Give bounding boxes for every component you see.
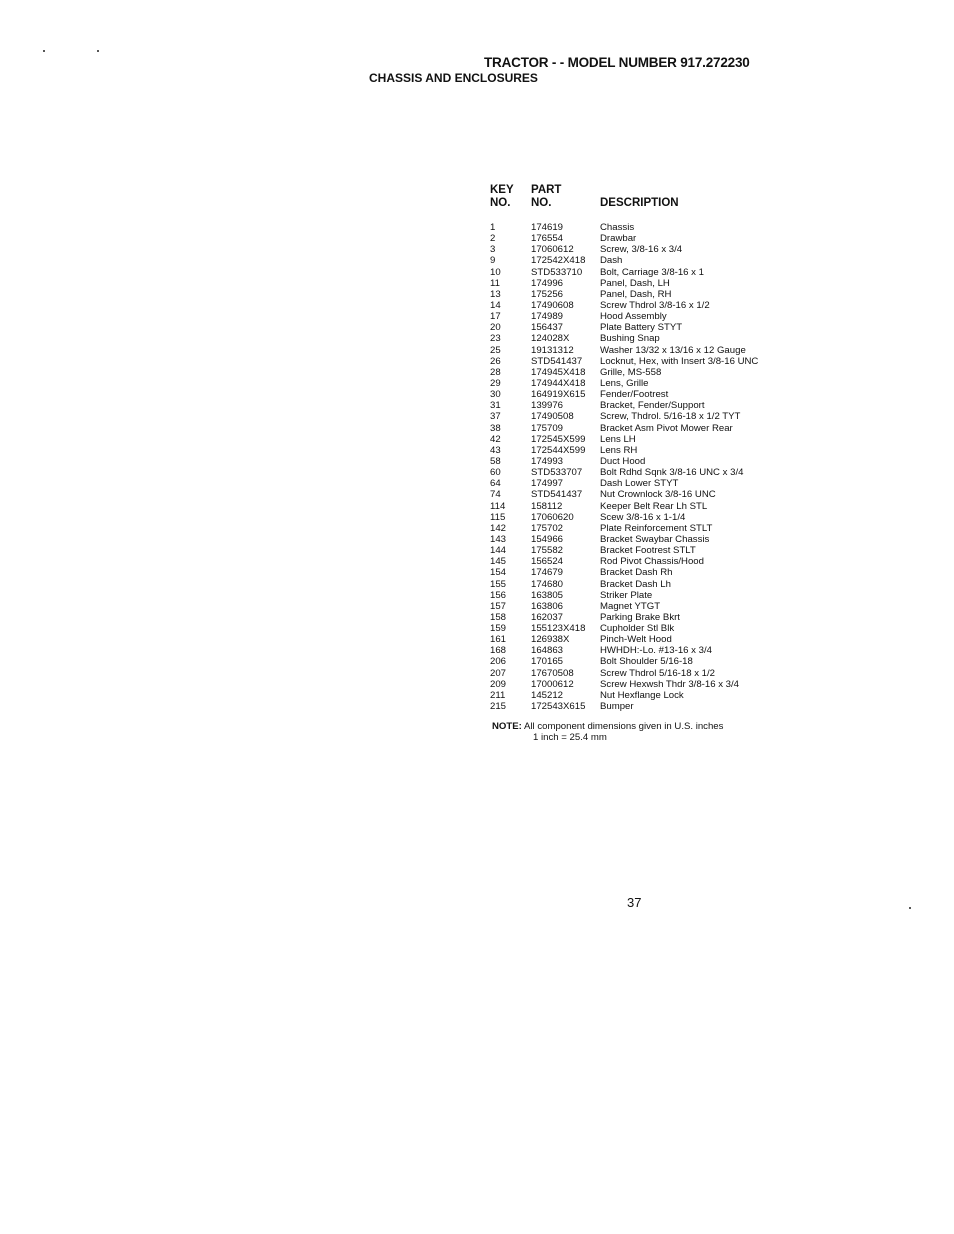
table-row <box>0 656 954 667</box>
section-title: CHASSIS AND ENCLOSURES <box>369 71 538 85</box>
table-row <box>0 679 954 690</box>
description-cell: Dash <box>600 255 623 267</box>
description-cell: Magnet YTGT <box>600 600 661 612</box>
key-no-cell: 30 <box>490 389 501 401</box>
description-cell: Dash Lower STYT <box>600 478 679 490</box>
description-cell: Bracket Swaybar Chassis <box>600 533 710 545</box>
description-cell: HWHDH:-Lo. #13-16 x 3/4 <box>600 645 712 657</box>
column-header-part-line1: PART <box>531 184 562 196</box>
table-row <box>0 478 954 489</box>
part-no-cell: 175582 <box>531 545 564 557</box>
table-row <box>0 601 954 612</box>
description-cell: Nut Hexflange Lock <box>600 689 684 701</box>
page-title: TRACTOR - - MODEL NUMBER 917.272230 <box>484 55 750 70</box>
table-row <box>0 545 954 556</box>
key-no-cell: 9 <box>490 255 496 267</box>
part-no-cell: 145212 <box>531 689 564 701</box>
part-no-cell: 174679 <box>531 567 564 579</box>
key-no-cell: 156 <box>490 589 507 601</box>
part-no-cell: 174989 <box>531 311 564 323</box>
description-cell: Keeper Belt Rear Lh STL <box>600 500 708 512</box>
scan-speck <box>97 50 99 52</box>
table-row <box>0 456 954 467</box>
key-no-cell: 215 <box>490 701 507 713</box>
key-no-cell: 159 <box>490 623 507 635</box>
column-header-key <box>490 184 514 210</box>
description-cell: Panel, Dash, RH <box>600 288 672 300</box>
part-no-cell: 139976 <box>531 400 564 412</box>
description-cell: Bolt Rdhd Sqnk 3/8-16 UNC x 3/4 <box>600 467 744 479</box>
table-row <box>0 556 954 567</box>
key-no-cell: 11 <box>490 277 500 289</box>
column-header-description: DESCRIPTION <box>600 197 679 209</box>
part-no-cell: 17060620 <box>531 511 574 523</box>
table-row <box>0 690 954 701</box>
description-cell: Bracket Asm Pivot Mower Rear <box>600 422 733 434</box>
part-no-cell: 126938X <box>531 634 570 646</box>
key-no-cell: 143 <box>490 533 507 545</box>
column-header-part-line2: NO. <box>531 197 552 209</box>
description-cell: Rod Pivot Chassis/Hood <box>600 556 704 568</box>
key-no-cell: 26 <box>490 355 501 367</box>
description-cell: Bracket, Fender/Support <box>600 400 705 412</box>
key-no-cell: 20 <box>490 322 501 334</box>
description-cell: Bracket Dash Rh <box>600 567 673 579</box>
part-no-cell: STD533707 <box>531 467 583 479</box>
part-no-cell: 176554 <box>531 233 564 245</box>
key-no-cell: 25 <box>490 344 501 356</box>
description-cell: Plate Reinforcement STLT <box>600 522 713 534</box>
part-no-cell: 156437 <box>531 322 564 334</box>
table-row <box>0 411 954 422</box>
table-row <box>0 322 954 333</box>
table-row <box>0 623 954 634</box>
table-row <box>0 356 954 367</box>
scan-speck <box>43 50 45 52</box>
description-cell: Bumper <box>600 701 634 713</box>
part-no-cell: 174944X418 <box>531 377 586 389</box>
key-no-cell: 209 <box>490 678 507 690</box>
key-no-cell: 23 <box>490 333 501 345</box>
key-no-cell: 155 <box>490 578 507 590</box>
note-conversion: 1 inch = 25.4 mm <box>533 732 607 743</box>
table-row <box>0 267 954 278</box>
key-no-cell: 38 <box>490 422 501 434</box>
description-cell: Cupholder Stl Blk <box>600 623 675 635</box>
description-cell: Screw Thdrol 5/16-18 x 1/2 <box>600 667 716 679</box>
description-cell: Nut Crownlock 3/8-16 UNC <box>600 489 716 501</box>
key-no-cell: 28 <box>490 366 501 378</box>
key-no-cell: 158 <box>490 611 507 623</box>
description-cell: Chassis <box>600 222 635 233</box>
key-no-cell: 64 <box>490 478 501 490</box>
table-row <box>0 567 954 578</box>
key-no-cell: 206 <box>490 656 507 668</box>
table-row <box>0 612 954 623</box>
key-no-cell: 114 <box>490 500 506 512</box>
part-no-cell: 175709 <box>531 422 564 434</box>
table-row <box>0 289 954 300</box>
part-no-cell: STD533710 <box>531 266 583 278</box>
table-row <box>0 400 954 411</box>
part-no-cell: 164863 <box>531 645 564 657</box>
table-row <box>0 534 954 545</box>
scan-speck <box>909 907 911 909</box>
page-number: 37 <box>627 895 642 910</box>
part-no-cell: 158112 <box>531 500 563 512</box>
parts-list <box>0 222 954 712</box>
column-header-key-line2: NO. <box>490 197 511 209</box>
key-no-cell: 42 <box>490 433 501 445</box>
part-no-cell: 17490608 <box>531 299 574 311</box>
table-row <box>0 634 954 645</box>
part-no-cell: 174997 <box>531 478 564 490</box>
description-cell: Screw, Thdrol. 5/16-18 x 1/2 TYT <box>600 411 741 423</box>
table-row <box>0 579 954 590</box>
key-no-cell: 144 <box>490 545 507 557</box>
description-cell: Panel, Dash, LH <box>600 277 670 289</box>
description-cell: Hood Assembly <box>600 311 667 323</box>
table-row <box>0 278 954 289</box>
part-no-cell: 17670508 <box>531 667 574 679</box>
description-cell: Bracket Dash Lh <box>600 578 671 590</box>
part-no-cell: STD541437 <box>531 489 583 501</box>
key-no-cell: 1 <box>490 222 496 233</box>
description-cell: Bracket Footrest STLT <box>600 545 696 557</box>
table-row <box>0 434 954 445</box>
key-no-cell: 145 <box>490 556 507 568</box>
table-row <box>0 501 954 512</box>
table-row <box>0 645 954 656</box>
description-cell: Plate Battery STYT <box>600 322 683 334</box>
part-no-cell: 162037 <box>531 611 564 623</box>
key-no-cell: 43 <box>490 444 501 456</box>
column-header-key-line1: KEY <box>490 184 514 196</box>
part-no-cell: 172545X599 <box>531 433 586 445</box>
part-no-cell: 174993 <box>531 455 564 467</box>
part-no-cell: 175256 <box>531 288 564 300</box>
key-no-cell: 207 <box>490 667 507 679</box>
key-no-cell: 10 <box>490 266 501 278</box>
part-no-cell: 154966 <box>531 533 564 545</box>
note-text: All component dimensions given in U.S. inches <box>524 721 724 732</box>
table-row <box>0 590 954 601</box>
description-cell: Screw Thdrol 3/8-16 x 1/2 <box>600 299 710 311</box>
description-cell: Grille, MS-558 <box>600 366 662 378</box>
part-no-cell: 172544X599 <box>531 444 586 456</box>
key-no-cell: 14 <box>490 299 501 311</box>
part-no-cell: 17490508 <box>531 411 574 423</box>
description-cell: Washer 13/32 x 13/16 x 12 Gauge <box>600 344 746 356</box>
table-row <box>0 244 954 255</box>
column-header-part <box>531 184 561 210</box>
description-cell: Screw, 3/8-16 x 3/4 <box>600 244 683 256</box>
table-row <box>0 233 954 244</box>
table-row <box>0 701 954 712</box>
note-label: NOTE: <box>492 721 522 732</box>
description-cell: Bushing Snap <box>600 333 660 345</box>
part-no-cell: 170165 <box>531 656 564 668</box>
table-row <box>0 489 954 500</box>
description-cell: Lens, Grille <box>600 377 649 389</box>
table-row <box>0 378 954 389</box>
table-row <box>0 311 954 322</box>
table-row <box>0 423 954 434</box>
description-cell: Pinch-Welt Hood <box>600 634 672 646</box>
description-cell: Drawbar <box>600 233 637 245</box>
part-no-cell: 163806 <box>531 600 564 612</box>
part-no-cell: 19131312 <box>531 344 574 356</box>
description-cell: Scew 3/8-16 x 1-1/4 <box>600 511 686 523</box>
key-no-cell: 168 <box>490 645 507 657</box>
key-no-cell: 115 <box>490 511 506 523</box>
table-row <box>0 255 954 266</box>
dimension-note <box>492 721 723 732</box>
part-no-cell: 17000612 <box>531 678 574 690</box>
key-no-cell: 157 <box>490 600 507 612</box>
part-no-cell: 163805 <box>531 589 564 601</box>
table-row <box>0 367 954 378</box>
key-no-cell: 211 <box>490 689 506 701</box>
part-no-cell: 172542X418 <box>531 255 586 267</box>
key-no-cell: 161 <box>490 634 507 646</box>
part-no-cell: 17060612 <box>531 244 574 256</box>
table-row <box>0 445 954 456</box>
table-row <box>0 512 954 523</box>
part-no-cell: 175702 <box>531 522 564 534</box>
description-cell: Lens RH <box>600 444 638 456</box>
part-no-cell: 164919X615 <box>531 389 586 401</box>
part-no-cell: 124028X <box>531 333 570 345</box>
description-cell: Bolt, Carriage 3/8-16 x 1 <box>600 266 704 278</box>
description-cell: Striker Plate <box>600 589 653 601</box>
key-no-cell: 37 <box>490 411 501 423</box>
table-row <box>0 333 954 344</box>
part-no-cell: STD541437 <box>531 355 583 367</box>
part-no-cell: 172543X615 <box>531 701 586 713</box>
key-no-cell: 2 <box>490 233 496 245</box>
description-cell: Parking Brake Bkrt <box>600 611 680 623</box>
table-row <box>0 523 954 534</box>
table-row <box>0 389 954 400</box>
key-no-cell: 3 <box>490 244 496 256</box>
part-no-cell: 156524 <box>531 556 564 568</box>
description-cell: Duct Hood <box>600 455 646 467</box>
part-no-cell: 174996 <box>531 277 564 289</box>
description-cell: Lens LH <box>600 433 636 445</box>
description-cell: Bolt Shoulder 5/16-18 <box>600 656 693 668</box>
key-no-cell: 29 <box>490 377 501 389</box>
table-row <box>0 467 954 478</box>
key-no-cell: 13 <box>490 288 501 300</box>
part-no-cell: 174680 <box>531 578 564 590</box>
table-row <box>0 668 954 679</box>
part-no-cell: 174945X418 <box>531 366 586 378</box>
key-no-cell: 60 <box>490 467 501 479</box>
table-row <box>0 345 954 356</box>
key-no-cell: 31 <box>490 400 501 412</box>
key-no-cell: 74 <box>490 489 501 501</box>
key-no-cell: 58 <box>490 455 501 467</box>
table-row <box>0 222 954 233</box>
description-cell: Fender/Footrest <box>600 389 669 401</box>
description-cell: Screw Hexwsh Thdr 3/8-16 x 3/4 <box>600 678 739 690</box>
key-no-cell: 17 <box>490 311 501 323</box>
part-no-cell: 174619 <box>531 222 564 233</box>
key-no-cell: 142 <box>490 522 507 534</box>
table-row <box>0 300 954 311</box>
key-no-cell: 154 <box>490 567 507 579</box>
description-cell: Locknut, Hex, with Insert 3/8-16 UNC <box>600 355 759 367</box>
part-no-cell: 155123X418 <box>531 623 586 635</box>
